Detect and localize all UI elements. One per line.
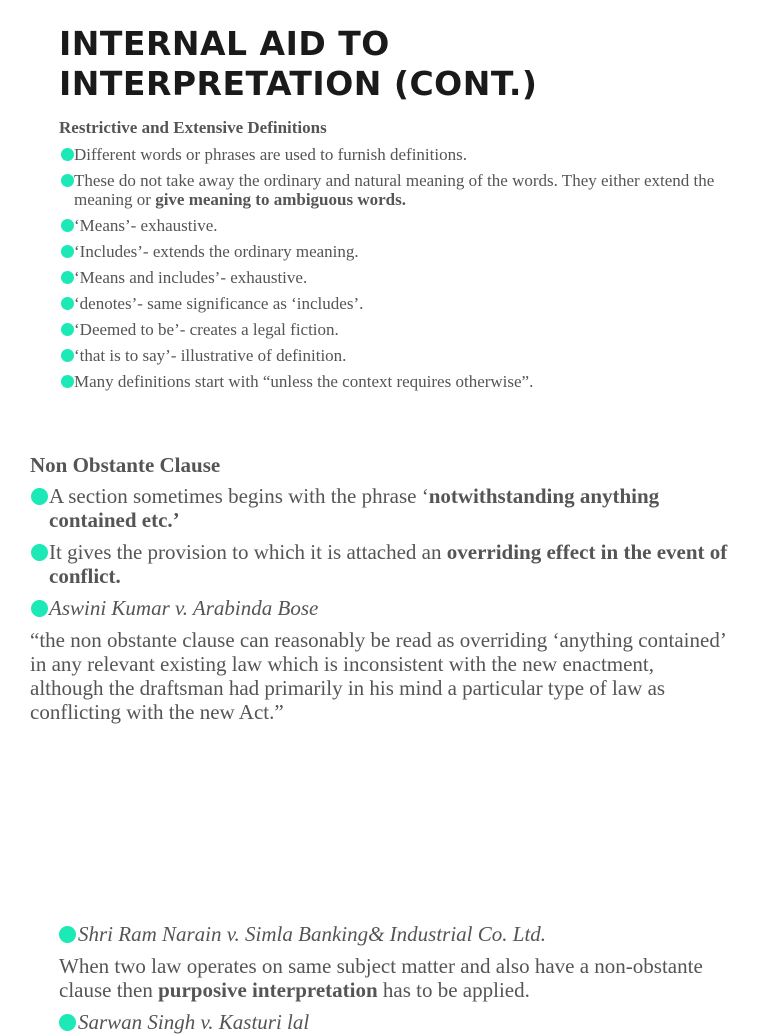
- case-citation: Aswini Kumar v. Arabinda Bose: [30, 596, 730, 620]
- list-item: Different words or phrases are used to furnish definitions.: [59, 145, 739, 164]
- bullet-icon: [61, 219, 74, 232]
- list-item: ‘denotes’- same significance as ‘includes’.: [59, 294, 739, 313]
- definitions-section: [59, 118, 739, 391]
- bullet-icon: [61, 297, 74, 310]
- case-citation: Shri Ram Narain v. Simla Banking& Industrial Co. Ltd.: [59, 922, 739, 946]
- bullet-icon: [61, 245, 74, 258]
- list-item: Many definitions start with “unless the context requires otherwise”.: [59, 372, 739, 391]
- purposive-section: [59, 922, 739, 1034]
- non-obstante-section: [30, 452, 730, 724]
- bullet-icon: [61, 271, 74, 284]
- title-line-1: INTERNAL AID TO: [59, 24, 390, 63]
- non-obstante-heading: Non Obstante Clause: [30, 453, 221, 477]
- slide-title: [59, 24, 749, 104]
- list-item: ‘that is to say’- illustrative of definition.: [59, 346, 739, 365]
- list-item: These do not take away the ordinary and natural meaning of the words. They either extend the meaning or give meaning to ambiguous words.: [59, 171, 739, 209]
- case-citation: Sarwan Singh v. Kasturi lal: [59, 1010, 739, 1034]
- list-item: It gives the provision to which it is attached an overriding effect in the event of conflict.: [30, 540, 730, 588]
- bullet-icon: [31, 544, 48, 561]
- bullet-icon: [61, 349, 74, 362]
- bullet-icon: [61, 375, 74, 388]
- list-item: ‘Deemed to be’- creates a legal fiction.: [59, 320, 739, 339]
- bullet-icon: [61, 174, 74, 187]
- bullet-icon: [61, 148, 74, 161]
- list-item: A section sometimes begins with the phrase ‘notwithstanding anything contained etc.’: [30, 484, 730, 532]
- list-item: ‘Includes’- extends the ordinary meaning.: [59, 242, 739, 261]
- definitions-heading: Restrictive and Extensive Definitions: [59, 118, 327, 137]
- case-quote: “the non obstante clause can reasonably be read as overriding ‘anything contained’ in any relevant existing law which is inconsistent with the new enactment, although the draftsman had primarily in his mind a particular type of law as conflicting with the new Act.”: [30, 628, 726, 724]
- title-line-2: INTERPRETATION (CONT.): [59, 64, 538, 103]
- bullet-icon: [61, 323, 74, 336]
- bullet-icon: [59, 926, 76, 943]
- bullet-icon: [59, 1014, 76, 1031]
- explanation-paragraph: When two law operates on same subject matter and also have a non-obstante clause then purposive interpretation has to be applied.: [59, 954, 703, 1002]
- list-item: ‘Means’- exhaustive.: [59, 216, 739, 235]
- bullet-icon: [31, 600, 48, 617]
- list-item: ‘Means and includes’- exhaustive.: [59, 268, 739, 287]
- bullet-icon: [31, 488, 48, 505]
